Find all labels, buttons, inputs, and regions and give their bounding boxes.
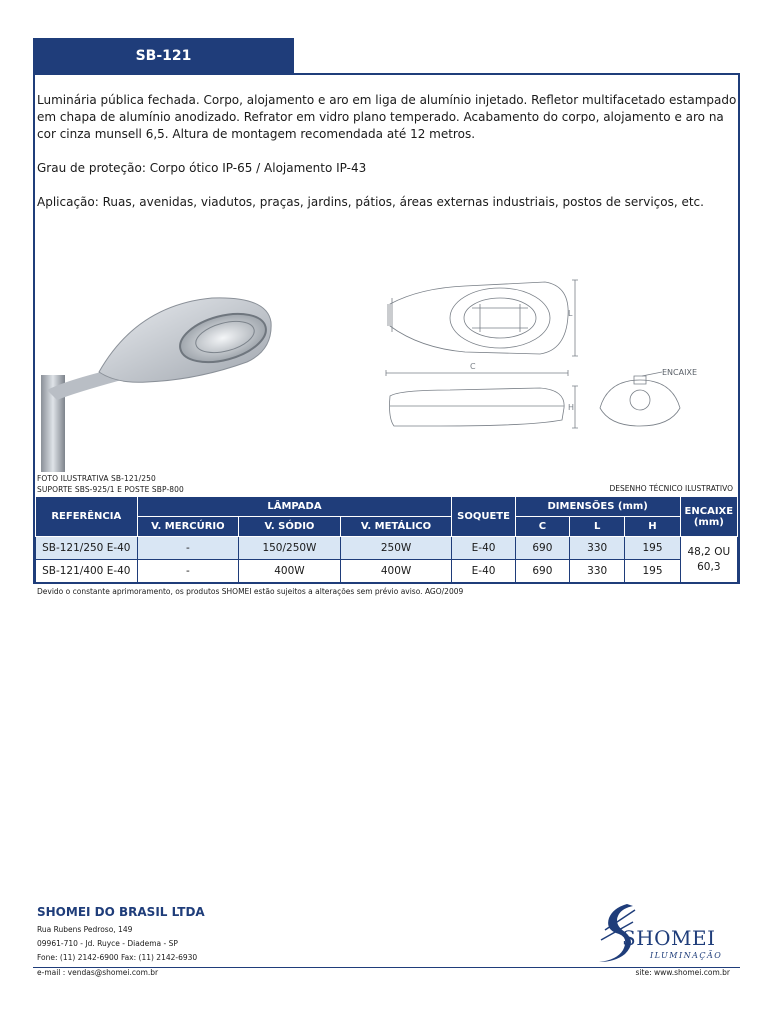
- cell-sodio: 400W: [239, 560, 341, 583]
- email-link[interactable]: e-mail : vendas@shomei.com.br: [37, 968, 159, 977]
- page-title: SB-121: [33, 38, 294, 74]
- header-referencia: REFERÊNCIA: [36, 497, 138, 537]
- header-c: C: [515, 517, 569, 537]
- site-link[interactable]: site: www.shomei.com.br: [635, 968, 730, 977]
- address-line: Rua Rubens Pedroso, 149: [37, 925, 133, 934]
- logo-name: SHOMEI: [622, 926, 716, 950]
- cell-mercurio: -: [137, 537, 239, 560]
- drawing-caption: DESENHO TÉCNICO ILUSTRATIVO: [609, 484, 733, 493]
- encaixe-label: ENCAIXE: [662, 368, 697, 377]
- table-row: [36, 537, 738, 560]
- product-photo: [37, 280, 282, 472]
- phone-line: Fone: (11) 2142-6900 Fax: (11) 2142-6930: [37, 953, 198, 962]
- cell-metalico: 400W: [340, 560, 452, 583]
- header-encaixe-label: ENCAIXE: [684, 505, 734, 517]
- cell-l: 330: [570, 537, 625, 560]
- cell-l: 330: [570, 560, 625, 583]
- address-line: 09961-710 - Jd. Ruyce - Diadema - SP: [37, 939, 178, 948]
- table-row: [36, 560, 738, 583]
- header-encaixe: [680, 497, 737, 537]
- photo-caption-line: SUPORTE SBS-925/1 E POSTE SBP-800: [37, 485, 184, 494]
- header-l: L: [570, 517, 625, 537]
- logo-subtitle: ILUMINAÇÃO: [650, 951, 723, 960]
- photo-caption-line: FOTO ILUSTRATIVA SB-121/250: [37, 474, 156, 483]
- cell-referencia: SB-121/250 E-40: [36, 537, 138, 560]
- header-v-mercurio: V. MERCÚRIO: [137, 517, 239, 537]
- cell-encaixe: [680, 537, 737, 583]
- cell-c: 690: [515, 537, 569, 560]
- dimension-h-label: H: [568, 403, 575, 412]
- product-description: [37, 92, 737, 228]
- cell-h: 195: [625, 560, 680, 583]
- cell-soquete: E-40: [452, 537, 515, 560]
- protection-paragraph: Grau de proteção: Corpo ótico IP-65 / Alojamento IP-43: [37, 161, 367, 175]
- cell-soquete: E-40: [452, 560, 515, 583]
- header-dimensoes: DIMENSÕES (mm): [515, 497, 680, 517]
- company-name: SHOMEI DO BRASIL LTDA: [37, 905, 205, 919]
- cell-referencia: SB-121/400 E-40: [36, 560, 138, 583]
- header-v-sodio: V. SÓDIO: [239, 517, 341, 537]
- header-v-metalico: V. METÁLICO: [340, 517, 452, 537]
- header-encaixe-unit: (mm): [693, 516, 724, 528]
- application-paragraph: Aplicação: Ruas, avenidas, viadutos, praças, jardins, pátios, áreas externas industriais, postos de serviços, etc.: [37, 195, 704, 209]
- encaixe-value-line: 60,3: [697, 560, 721, 573]
- cell-sodio: 150/250W: [239, 537, 341, 560]
- header-soquete: SOQUETE: [452, 497, 515, 537]
- disclaimer: Devido o constante aprimoramento, os produtos SHOMEI estão sujeitos a alterações sem prévio aviso. AGO/2009: [37, 587, 464, 596]
- cell-metalico: 250W: [340, 537, 452, 560]
- encaixe-value-line: 48,2 OU: [687, 545, 731, 558]
- description-paragraph: Luminária pública fechada. Corpo, alojamento e aro em liga de alumínio injetado. Refletor multifacetado estampado em chapa de alumínio anodizado. Refrator em vidro plano temperado. Acabamento do corpo, alojamento e aro na cor cinza munsell 6,5. Altura de montagem recomendada até 12 metros.: [37, 93, 737, 141]
- dimension-l-label: L: [568, 309, 573, 318]
- technical-drawing: [380, 268, 735, 458]
- cell-h: 195: [625, 537, 680, 560]
- cell-c: 690: [515, 560, 569, 583]
- header-h: H: [625, 517, 680, 537]
- specification-table: [35, 496, 738, 583]
- cell-mercurio: -: [137, 560, 239, 583]
- header-lampada: LÂMPADA: [137, 497, 452, 517]
- dimension-c-label: C: [470, 362, 476, 371]
- photo-caption: [37, 473, 184, 495]
